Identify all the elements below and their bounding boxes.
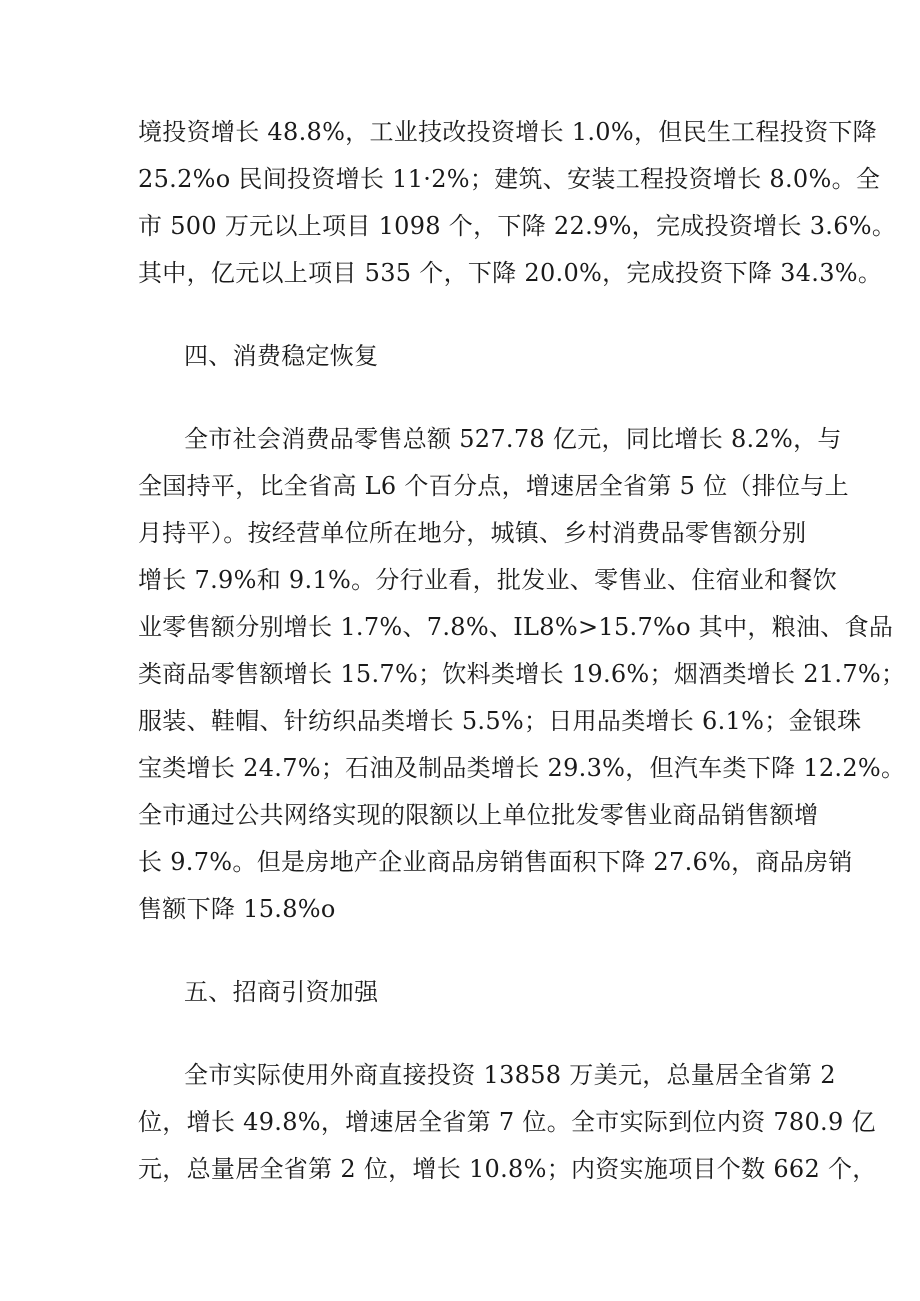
- paragraph-line: 售额下降 15.8%o: [138, 895, 336, 923]
- section-heading-investment: 五、招商引资加强: [184, 978, 379, 1006]
- paragraph-line: 增长 7.9%和 9.1%。分行业看，批发业、零售业、住宿业和餐饮: [138, 566, 838, 594]
- paragraph-line: 市 500 万元以上项目 1098 个，下降 22.9%，完成投资增长 3.6%。: [138, 212, 897, 240]
- paragraph-line: 类商品零售额增长 15.7%；饮料类增长 19.6%；烟酒类增长 21.7%；: [138, 660, 906, 688]
- paragraph-line: 其中，亿元以上项目 535 个，下降 20.0%，完成投资下降 34.3%。: [138, 259, 883, 287]
- paragraph-line: 境投资增长 48.8%，工业技改投资增长 1.0%，但民生工程投资下降: [138, 118, 877, 146]
- paragraph-line: 长 9.7%。但是房地产企业商品房销售面积下降 27.6%，商品房销: [138, 848, 853, 876]
- paragraph-line: 25.2%o 民间投资增长 11·2%；建筑、安装工程投资增长 8.0%。全: [138, 165, 881, 193]
- section-heading-consumption: 四、消费稳定恢复: [184, 342, 379, 370]
- paragraph-line: 月持平）。按经营单位所在地分，城镇、乡村消费品零售额分别: [138, 519, 807, 547]
- paragraph-line: 服装、鞋帽、针纺织品类增长 5.5%；日用品类增长 6.1%；金银珠: [138, 707, 862, 735]
- paragraph-line: 全市通过公共网络实现的限额以上单位批发零售业商品销售额增: [138, 801, 819, 829]
- paragraph-line: 宝类增长 24.7%；石油及制品类增长 29.3%，但汽车类下降 12.2%。: [138, 754, 906, 782]
- paragraph-line: 全市社会消费品零售总额 527.78 亿元，同比增长 8.2%，与: [184, 425, 842, 453]
- paragraph-line: 业零售额分别增长 1.7%、7.8%、IL8%>15.7%o 其中，粮油、食品: [138, 613, 894, 641]
- paragraph-line: 位，增长 49.8%，增速居全省第 7 位。全市实际到位内资 780.9 亿: [138, 1108, 876, 1136]
- paragraph-line: 全国持平，比全省高 L6 个百分点，增速居全省第 5 位（排位与上: [138, 472, 849, 500]
- paragraph-line: 全市实际使用外商直接投资 13858 万美元，总量居全省第 2: [184, 1061, 836, 1089]
- paragraph-line: 元，总量居全省第 2 位，增长 10.8%；内资实施项目个数 662 个，: [138, 1155, 877, 1183]
